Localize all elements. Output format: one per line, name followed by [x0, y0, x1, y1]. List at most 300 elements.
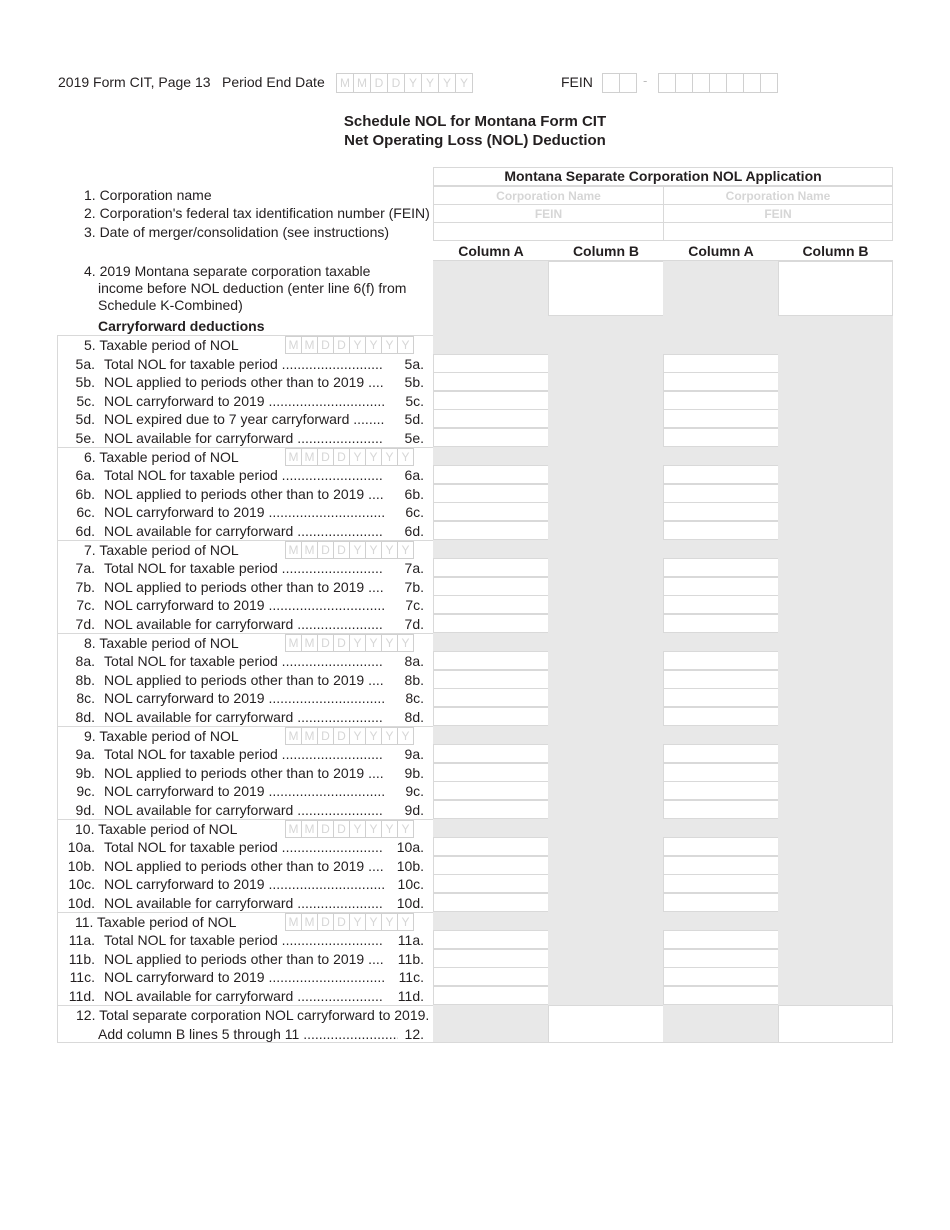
amount-cell: [663, 335, 779, 354]
amount-cell[interactable]: [663, 670, 779, 689]
amount-cell: [778, 409, 893, 428]
amount-cell[interactable]: [433, 558, 549, 577]
amount-cell[interactable]: [433, 837, 549, 856]
taxable-period-label: 9. Taxable period of NOL: [84, 728, 239, 744]
amount-cell: [778, 465, 893, 484]
nol-line-row: [58, 745, 433, 763]
nol-line-row: [58, 578, 433, 596]
line-reference: 10d.: [396, 895, 424, 911]
amount-cell[interactable]: [433, 651, 549, 670]
line-description: NOL carryforward to 2019 .....: [104, 596, 384, 614]
line-description: NOL applied to periods other than to 2019 .....: [104, 671, 384, 689]
date-box[interactable]: Y: [438, 73, 456, 93]
nol-line-row: [58, 485, 433, 503]
amount-cell[interactable]: [663, 391, 779, 410]
date-box[interactable]: D: [317, 448, 334, 466]
line-description: Total NOL for taxable period .....: [104, 931, 384, 949]
line-reference: 5e.: [404, 430, 424, 446]
schedule-subtitle: Net Operating Loss (NOL) Deduction: [344, 132, 606, 149]
col-b-header-2: Column B: [802, 243, 869, 259]
line-description: NOL carryforward to 2019 .....: [104, 689, 384, 707]
line-number: 7a.: [75, 560, 95, 576]
nol-line-row: [58, 596, 433, 614]
nol-line-row: [58, 931, 433, 949]
line-number: 11a.: [68, 932, 95, 948]
date-box[interactable]: Y: [381, 913, 398, 931]
date-box[interactable]: D: [370, 73, 388, 93]
taxable-period-row: [58, 541, 433, 559]
date-box[interactable]: Y: [349, 634, 366, 652]
line-description: NOL applied to periods other than to 2019 .....: [104, 857, 384, 875]
date-box[interactable]: M: [353, 73, 371, 93]
amount-cell: [548, 502, 664, 521]
date-box[interactable]: Y: [421, 73, 439, 93]
amount-cell[interactable]: [663, 781, 779, 800]
date-box[interactable]: Y: [381, 820, 398, 838]
date-box[interactable]: M: [285, 820, 302, 838]
amount-cell: [663, 447, 779, 466]
line-reference: 5d.: [404, 411, 424, 427]
amount-cell: [778, 391, 893, 410]
date-box[interactable]: Y: [365, 727, 382, 745]
amount-cell[interactable]: [663, 651, 779, 670]
taxable-period-date-input[interactable]: [286, 448, 414, 466]
line-number: 7c.: [76, 597, 95, 613]
amount-cell[interactable]: [433, 465, 549, 484]
amount-cell: [548, 409, 664, 428]
line-description: NOL available for carryforward .....: [104, 801, 384, 819]
line-reference: 9c.: [405, 783, 424, 799]
amount-cell[interactable]: [663, 428, 779, 447]
line-12-label: 12. Total separate corporation NOL carryforward to 2019.: [76, 1007, 430, 1023]
amount-cell[interactable]: [663, 893, 779, 912]
fein-dash: -: [643, 73, 648, 88]
line-reference: 5b.: [404, 374, 424, 390]
line-description: NOL applied to periods other than to 2019 .....: [104, 950, 384, 968]
period-end-date-input[interactable]: [337, 73, 473, 93]
date-box[interactable]: Y: [349, 336, 366, 354]
line-number: 11c.: [69, 969, 95, 985]
amount-cell[interactable]: [663, 688, 779, 707]
amount-cell[interactable]: [433, 428, 549, 447]
amount-cell[interactable]: [433, 688, 549, 707]
schedule-title: Schedule NOL for Montana Form CIT: [343, 113, 607, 130]
date-box[interactable]: D: [333, 913, 350, 931]
amount-cell[interactable]: [663, 577, 779, 596]
line-description: NOL available for carryforward .....: [104, 615, 384, 633]
line-12-col-a2: [663, 1005, 779, 1043]
line-reference: 10b.: [396, 858, 424, 874]
amount-cell: [548, 521, 664, 540]
amount-cell: [548, 819, 664, 838]
amount-cell: [548, 335, 664, 354]
amount-cell[interactable]: [663, 372, 779, 391]
amount-cell[interactable]: [433, 354, 549, 373]
amount-cell: [548, 893, 664, 912]
amount-cell: [548, 874, 664, 893]
taxable-period-date-input[interactable]: [286, 820, 414, 838]
line-reference: 9d.: [404, 802, 424, 818]
fein-label: FEIN: [561, 74, 593, 90]
amount-cell: [778, 595, 893, 614]
date-box[interactable]: M: [301, 913, 318, 931]
amount-cell: [778, 540, 893, 559]
amount-cell[interactable]: [433, 744, 549, 763]
fein-input-part1[interactable]: [603, 73, 637, 93]
amount-cell[interactable]: [663, 614, 779, 633]
amount-cell[interactable]: [663, 521, 779, 540]
date-box[interactable]: Y: [397, 820, 414, 838]
amount-cell: [663, 819, 779, 838]
amount-cell: [778, 763, 893, 782]
amount-cell: [548, 372, 664, 391]
amount-cell[interactable]: [663, 744, 779, 763]
date-box[interactable]: Y: [349, 913, 366, 931]
line-12-top-rule: [57, 1005, 434, 1006]
date-box[interactable]: Y: [397, 913, 414, 931]
date-box[interactable]: D: [333, 541, 350, 559]
amount-cell[interactable]: [433, 409, 549, 428]
date-box[interactable]: D: [333, 820, 350, 838]
amount-cell: [548, 912, 664, 931]
date-box[interactable]: Y: [397, 541, 414, 559]
amount-cell: [778, 354, 893, 373]
date-box[interactable]: D: [317, 913, 334, 931]
amount-cell: [548, 986, 664, 1005]
line-number: 5a.: [75, 356, 95, 372]
line-description: NOL applied to periods other than to 2019 .....: [104, 578, 384, 596]
amount-cell: [778, 428, 893, 447]
amount-cell: [548, 595, 664, 614]
line-number: 6b.: [75, 486, 95, 502]
amount-cell[interactable]: [433, 484, 549, 503]
line-reference: 6a.: [404, 467, 424, 483]
line-number: 10a.: [67, 839, 95, 855]
amount-cell: [778, 986, 893, 1005]
date-box[interactable]: D: [333, 727, 350, 745]
date-box[interactable]: M: [301, 541, 318, 559]
line-number: 6a.: [75, 467, 95, 483]
amount-cell: [548, 540, 664, 559]
amount-cell[interactable]: [433, 781, 549, 800]
amount-cell: [778, 502, 893, 521]
amount-cell: [548, 763, 664, 782]
line-reference: 8a.: [404, 653, 424, 669]
line-4-col-a2: [663, 261, 779, 316]
amount-cell[interactable]: [663, 354, 779, 373]
line-description: Total NOL for taxable period .....: [104, 355, 384, 373]
amount-cell: [548, 967, 664, 986]
line-4-col-b2[interactable]: [778, 261, 893, 316]
amount-cell: [778, 447, 893, 466]
amount-cell[interactable]: [663, 595, 779, 614]
line-number: 8c.: [76, 690, 95, 706]
amount-cell: [548, 577, 664, 596]
date-box[interactable]: D: [387, 73, 405, 93]
date-box[interactable]: M: [301, 448, 318, 466]
date-box[interactable]: M: [285, 634, 302, 652]
line-number: 8b.: [75, 672, 95, 688]
table-heading: Montana Separate Corporation NOL Application: [504, 168, 822, 184]
line-number: 6d.: [75, 523, 95, 539]
nol-line-row: [58, 987, 433, 1005]
nol-line-row: [58, 764, 433, 782]
amount-cell: [778, 651, 893, 670]
line-description: NOL carryforward to 2019 .....: [104, 392, 384, 410]
line-reference: 10a.: [396, 839, 424, 855]
fein-placeholder-a: FEIN: [534, 207, 563, 221]
amount-cell: [778, 744, 893, 763]
amount-cell[interactable]: [433, 874, 549, 893]
amount-cell[interactable]: [433, 967, 549, 986]
amount-cell[interactable]: [663, 707, 779, 726]
taxable-period-date-input[interactable]: [286, 541, 414, 559]
line-4-col-a1: [433, 261, 549, 316]
amount-cell[interactable]: [433, 800, 549, 819]
date-box[interactable]: Y: [381, 634, 398, 652]
amount-cell[interactable]: [433, 372, 549, 391]
amount-cell: [778, 707, 893, 726]
amount-cell[interactable]: [663, 484, 779, 503]
amount-cell: [548, 781, 664, 800]
line-number: 11d.: [68, 988, 95, 1004]
line-reference: 7a.: [404, 560, 424, 576]
line-reference: 6d.: [404, 523, 424, 539]
date-box[interactable]: Y: [349, 727, 366, 745]
amount-cell[interactable]: [433, 521, 549, 540]
nol-line-row: [58, 522, 433, 540]
line-reference: 8c.: [405, 690, 424, 706]
date-box[interactable]: Y: [365, 448, 382, 466]
amount-cell[interactable]: [433, 893, 549, 912]
date-box[interactable]: Y: [381, 448, 398, 466]
line-description: NOL expired due to 7 year carryforward .....: [104, 410, 384, 428]
date-box[interactable]: Y: [365, 541, 382, 559]
date-box[interactable]: Y: [381, 541, 398, 559]
taxable-period-date-input[interactable]: [286, 634, 414, 652]
amount-cell[interactable]: [663, 558, 779, 577]
amount-cell: [778, 688, 893, 707]
date-box[interactable]: Y: [365, 913, 382, 931]
date-box[interactable]: M: [301, 634, 318, 652]
line-12-col-a1: [433, 1005, 549, 1043]
amount-cell: [548, 354, 664, 373]
taxable-period-date-input[interactable]: [286, 913, 414, 931]
amount-cell[interactable]: [433, 949, 549, 968]
amount-cell[interactable]: [663, 837, 779, 856]
line-number: 9d.: [75, 802, 95, 818]
amount-cell[interactable]: [433, 763, 549, 782]
amount-cell: [778, 874, 893, 893]
amount-cell[interactable]: [663, 465, 779, 484]
nol-line-row: [58, 708, 433, 726]
col-a-header-1: Column A: [458, 243, 524, 259]
date-box[interactable]: M: [285, 541, 302, 559]
date-box[interactable]: M: [285, 448, 302, 466]
taxable-period-date-input[interactable]: [286, 336, 414, 354]
amount-cell: [548, 651, 664, 670]
taxable-period-label: 6. Taxable period of NOL: [84, 449, 239, 465]
date-box[interactable]: Y: [397, 336, 414, 354]
amount-cell[interactable]: [433, 930, 549, 949]
amount-cell[interactable]: [433, 986, 549, 1005]
amount-cell: [778, 577, 893, 596]
amount-cell: [778, 670, 893, 689]
amount-cell: [433, 633, 549, 652]
line-reference: 9a.: [404, 746, 424, 762]
taxable-period-row: [58, 820, 433, 838]
taxable-period-label: 8. Taxable period of NOL: [84, 635, 239, 651]
date-box[interactable]: M: [285, 336, 302, 354]
line-number: 10b.: [67, 858, 95, 874]
merger-date-a[interactable]: [433, 222, 664, 241]
amount-cell: [548, 856, 664, 875]
line-reference: 7b.: [404, 579, 424, 595]
amount-cell[interactable]: [663, 763, 779, 782]
fein-input-part2[interactable]: [659, 73, 778, 93]
table-bottom-rule: [57, 1042, 893, 1043]
date-box[interactable]: Y: [365, 634, 382, 652]
nol-line-row: [58, 466, 433, 484]
taxable-period-row: [58, 336, 433, 354]
nol-line-row: [58, 652, 433, 670]
amount-cell[interactable]: [433, 670, 549, 689]
amount-cell: [778, 949, 893, 968]
date-box[interactable]: M: [285, 727, 302, 745]
line-description: Total NOL for taxable period .....: [104, 559, 384, 577]
line-number: 9b.: [75, 765, 95, 781]
amount-cell[interactable]: [663, 409, 779, 428]
nol-line-row: [58, 857, 433, 875]
date-box[interactable]: Y: [397, 448, 414, 466]
line-number: 5e.: [75, 430, 95, 446]
date-box[interactable]: Y: [455, 73, 473, 93]
line-number: 5c.: [76, 393, 95, 409]
date-box[interactable]: Y: [404, 73, 422, 93]
amount-cell: [433, 540, 549, 559]
line-12-label-cont: Add column B lines 5 through 11 .....: [98, 1025, 398, 1043]
line-number: 10d.: [67, 895, 95, 911]
date-box[interactable]: Y: [349, 820, 366, 838]
line-12-col-b2[interactable]: [778, 1005, 893, 1043]
form-page-label: 2019 Form CIT, Page 13: [58, 74, 211, 90]
line-number: 7b.: [75, 579, 95, 595]
line-4-col-b1[interactable]: [548, 261, 664, 316]
amount-cell[interactable]: [433, 856, 549, 875]
amount-cell: [778, 837, 893, 856]
amount-cell[interactable]: [433, 614, 549, 633]
date-box[interactable]: M: [301, 727, 318, 745]
date-box[interactable]: D: [317, 820, 334, 838]
col-a-header-2: Column A: [688, 243, 754, 259]
amount-cell: [433, 726, 549, 745]
line-number: 8d.: [75, 709, 95, 725]
amount-cell: [433, 447, 549, 466]
amount-cell[interactable]: [663, 856, 779, 875]
line-reference: 8b.: [404, 672, 424, 688]
taxable-period-row: [58, 727, 433, 745]
line-3-label: 3. Date of merger/consolidation (see instructions): [84, 224, 390, 240]
date-box[interactable]: Y: [349, 541, 366, 559]
amount-cell: [778, 633, 893, 652]
amount-cell[interactable]: [663, 967, 779, 986]
line-4-label-cont2: Schedule K-Combined): [98, 297, 243, 313]
date-box[interactable]: M: [301, 336, 318, 354]
date-box[interactable]: D: [317, 634, 334, 652]
amount-cell[interactable]: [663, 874, 779, 893]
nol-line-row: [58, 429, 433, 447]
date-box[interactable]: Y: [349, 448, 366, 466]
amount-cell[interactable]: [433, 707, 549, 726]
date-box[interactable]: Y: [365, 336, 382, 354]
date-box[interactable]: D: [333, 634, 350, 652]
amount-cell[interactable]: [663, 502, 779, 521]
taxable-period-date-input[interactable]: [286, 727, 414, 745]
date-box[interactable]: Y: [397, 634, 414, 652]
date-box[interactable]: D: [333, 336, 350, 354]
line-number: 6c.: [76, 504, 95, 520]
nol-line-row: [58, 689, 433, 707]
line-description: NOL available for carryforward .....: [104, 708, 384, 726]
amount-cell: [778, 335, 893, 354]
line-12-col-b1[interactable]: [548, 1005, 664, 1043]
date-box[interactable]: D: [317, 727, 334, 745]
left-border: [57, 335, 58, 1043]
date-box[interactable]: Y: [381, 727, 398, 745]
amount-cell: [548, 726, 664, 745]
date-box[interactable]: D: [317, 541, 334, 559]
amount-cell: [548, 447, 664, 466]
amount-cell[interactable]: [663, 949, 779, 968]
amount-cell[interactable]: [433, 502, 549, 521]
merger-date-b[interactable]: [663, 222, 893, 241]
line-description: NOL available for carryforward .....: [104, 987, 384, 1005]
date-box[interactable]: M: [301, 820, 318, 838]
amount-cell: [778, 930, 893, 949]
nol-line-row: [58, 801, 433, 819]
date-box[interactable]: M: [285, 913, 302, 931]
amount-cell: [663, 912, 779, 931]
nol-line-row: [58, 875, 433, 893]
line-number: 5d.: [75, 411, 95, 427]
amount-cell[interactable]: [433, 577, 549, 596]
amount-cell[interactable]: [663, 800, 779, 819]
amount-cell: [433, 912, 549, 931]
date-box[interactable]: D: [333, 448, 350, 466]
amount-cell[interactable]: [433, 391, 549, 410]
line-description: Total NOL for taxable period .....: [104, 652, 384, 670]
nol-line-row: [58, 355, 433, 373]
line-number: 7d.: [75, 616, 95, 632]
line-number: 9a.: [75, 746, 95, 762]
date-box[interactable]: M: [336, 73, 354, 93]
amount-cell: [548, 428, 664, 447]
date-box[interactable]: D: [317, 336, 334, 354]
amount-cell[interactable]: [433, 595, 549, 614]
amount-cell[interactable]: [663, 930, 779, 949]
line-reference: 5a.: [404, 356, 424, 372]
date-box[interactable]: Y: [365, 820, 382, 838]
amount-cell: [548, 800, 664, 819]
amount-cell: [548, 949, 664, 968]
date-box[interactable]: Y: [381, 336, 398, 354]
date-box[interactable]: Y: [397, 727, 414, 745]
taxable-period-label: 5. Taxable period of NOL: [84, 337, 239, 353]
amount-cell: [778, 781, 893, 800]
amount-cell: [778, 726, 893, 745]
amount-cell[interactable]: [663, 986, 779, 1005]
line-number: 5b.: [75, 374, 95, 390]
